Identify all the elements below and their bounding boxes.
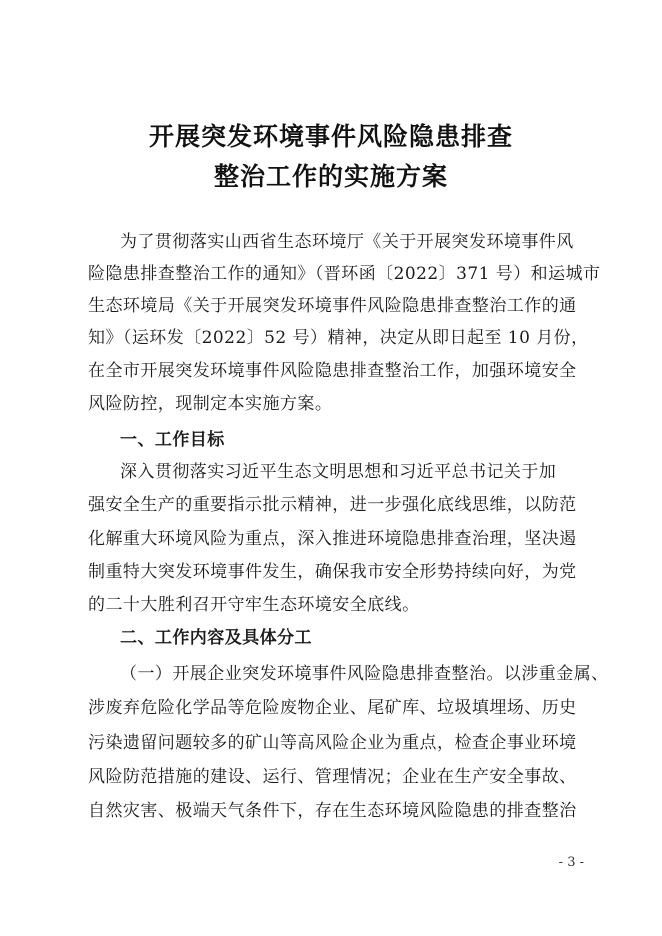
body-line: 为了贯彻落实山西省生态环境厅《关于开展突发环境事件风 — [120, 232, 574, 252]
body-line: 的二十大胜利召开守牢生态环境安全底线。 — [88, 595, 420, 615]
body-line: 深入贯彻落实习近平生态文明思想和习近平总书记关于加 — [120, 462, 557, 482]
body-line: 风险防控，现制定本实施方案。 — [88, 394, 333, 414]
body-line: 强安全生产的重要指示批示精神，进一步强化底线思维，以防范 — [88, 495, 577, 515]
body-line: 化解重大环境风险为重点，深入推进环境隐患排查治理，坚决遏 — [88, 529, 577, 549]
section-heading-2: 二、工作内容及具体分工 — [120, 628, 312, 648]
document-title-line-2: 整治工作的实施方案 — [213, 162, 448, 191]
document-title-line-1: 开展突发环境事件风险隐患排查 — [148, 122, 513, 151]
body-line: 涉废弃危险化学品等危险废物企业、尾矿库、垃圾填埋场、历史 — [88, 698, 577, 718]
body-line: （一）开展企业突发环境事件风险隐患排查整治。以涉重金属、 — [120, 664, 609, 684]
body-line: 污染遗留问题较多的矿山等高风险企业为重点，检查企事业环境 — [88, 733, 577, 753]
body-line: 险隐患排查整治工作的通知》（晋环函〔2022〕371 号）和运城市 — [88, 264, 601, 284]
page-number: - 3 - — [558, 855, 584, 870]
section-heading-1: 一、工作目标 — [120, 430, 225, 450]
body-line: 风险防范措施的建设、运行、管理情况；企业在生产安全事故、 — [88, 767, 577, 787]
body-line: 自然灾害、极端天气条件下，存在生态环境风险隐患的排查整治 — [88, 801, 577, 821]
body-line: 制重特大突发环境事件发生，确保我市安全形势持续向好，为党 — [88, 562, 577, 582]
body-line: 知》（运环发〔2022〕52 号）精神，决定从即日起至 10 月份， — [88, 328, 589, 348]
body-line: 在全市开展突发环境事件风险隐患排查整治工作，加强环境安全 — [88, 361, 577, 381]
body-line: 生态环境局《关于开展突发环境事件风险隐患排查整治工作的通 — [88, 296, 577, 316]
